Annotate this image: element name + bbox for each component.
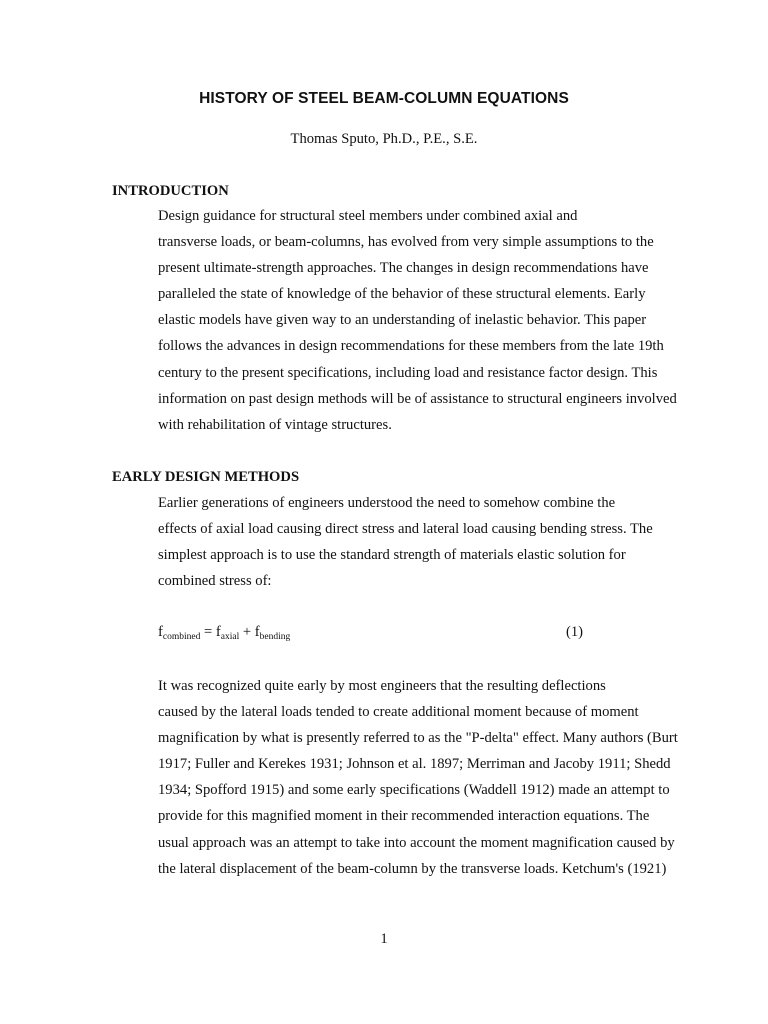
eq-plus: + [242, 624, 252, 640]
author-line: Thomas Sputo, Ph.D., P.E., S.E. [290, 131, 478, 147]
eq-lhs-symbol: f [158, 624, 163, 640]
paragraph-line: combined stress of: [158, 573, 272, 590]
paragraph-line: Design guidance for structural steel members under combined axial and [158, 208, 578, 224]
paragraph-line: paralleled the state of knowledge of the behavior of these structural elements. Early [158, 286, 646, 303]
paragraph-line: elastic models have given way to an understanding of inelastic behavior. This paper [158, 312, 647, 329]
equation-expression [158, 624, 290, 642]
p-delta-paragraph [112, 673, 678, 882]
paragraph-line: information on past design methods will be of assistance to structural engineers involved [158, 390, 677, 407]
early-methods-paragraph [112, 490, 652, 594]
paragraph-line: caused by the lateral loads tended to create additional moment because of moment [158, 704, 639, 721]
paragraph-line: 1934; Spofford 1915) and some early specifications (Waddell 1912) made an attempt to [158, 782, 670, 799]
paragraph-line: magnification by what is presently referred to as the "P-delta" effect. Many authors (Burt [158, 730, 678, 747]
introduction-paragraph [112, 203, 677, 438]
section-heading-introduction: INTRODUCTION [112, 183, 229, 199]
paragraph-line: simplest approach is to use the standard strength of materials elastic solution for [158, 547, 626, 564]
paragraph-line: present ultimate-strength approaches. The changes in design recommendations have [158, 260, 649, 277]
paragraph-line: Earlier generations of engineers understood the need to somehow combine the [158, 495, 616, 511]
paragraph-line: usual approach was an attempt to take into account the moment magnification caused by [158, 834, 675, 851]
equation-number: (1) [565, 624, 583, 640]
eq-term2-symbol: f [254, 624, 260, 640]
section-heading-early-design-methods: EARLY DESIGN METHODS [112, 469, 300, 485]
document-title: HISTORY OF STEEL BEAM-COLUMN EQUATIONS [199, 90, 569, 107]
eq-equals: = [204, 624, 213, 640]
paragraph-line: with rehabilitation of vintage structures. [158, 416, 392, 433]
paragraph-line: provide for this magnified moment in their recommended interaction equations. The [158, 808, 650, 825]
paragraph-line: 1917; Fuller and Kerekes 1931; Johnson et al. 1897; Merriman and Jacoby 1911; Shedd [158, 756, 671, 773]
eq-term1-symbol: f [215, 624, 221, 640]
paragraph-line: the lateral displacement of the beam-column by the transverse loads. Ketchum's (1921) [158, 860, 667, 877]
eq-lhs-subscript: combined [162, 632, 201, 642]
paragraph-line: century to the present specifications, including load and resistance factor design. This [158, 364, 658, 381]
eq-term2-subscript: bending [259, 632, 291, 642]
page-number: 1 [380, 931, 388, 947]
paragraph-line: It was recognized quite early by most engineers that the resulting deflections [158, 678, 606, 694]
paragraph-line: effects of axial load causing direct stress and lateral load causing bending stress. The [158, 521, 653, 538]
paragraph-line: follows the advances in design recommendations for these members from the late 19th [158, 338, 664, 355]
eq-term1-subscript: axial [220, 632, 240, 642]
paragraph-line: transverse loads, or beam-columns, has evolved from very simple assumptions to the [158, 234, 654, 251]
